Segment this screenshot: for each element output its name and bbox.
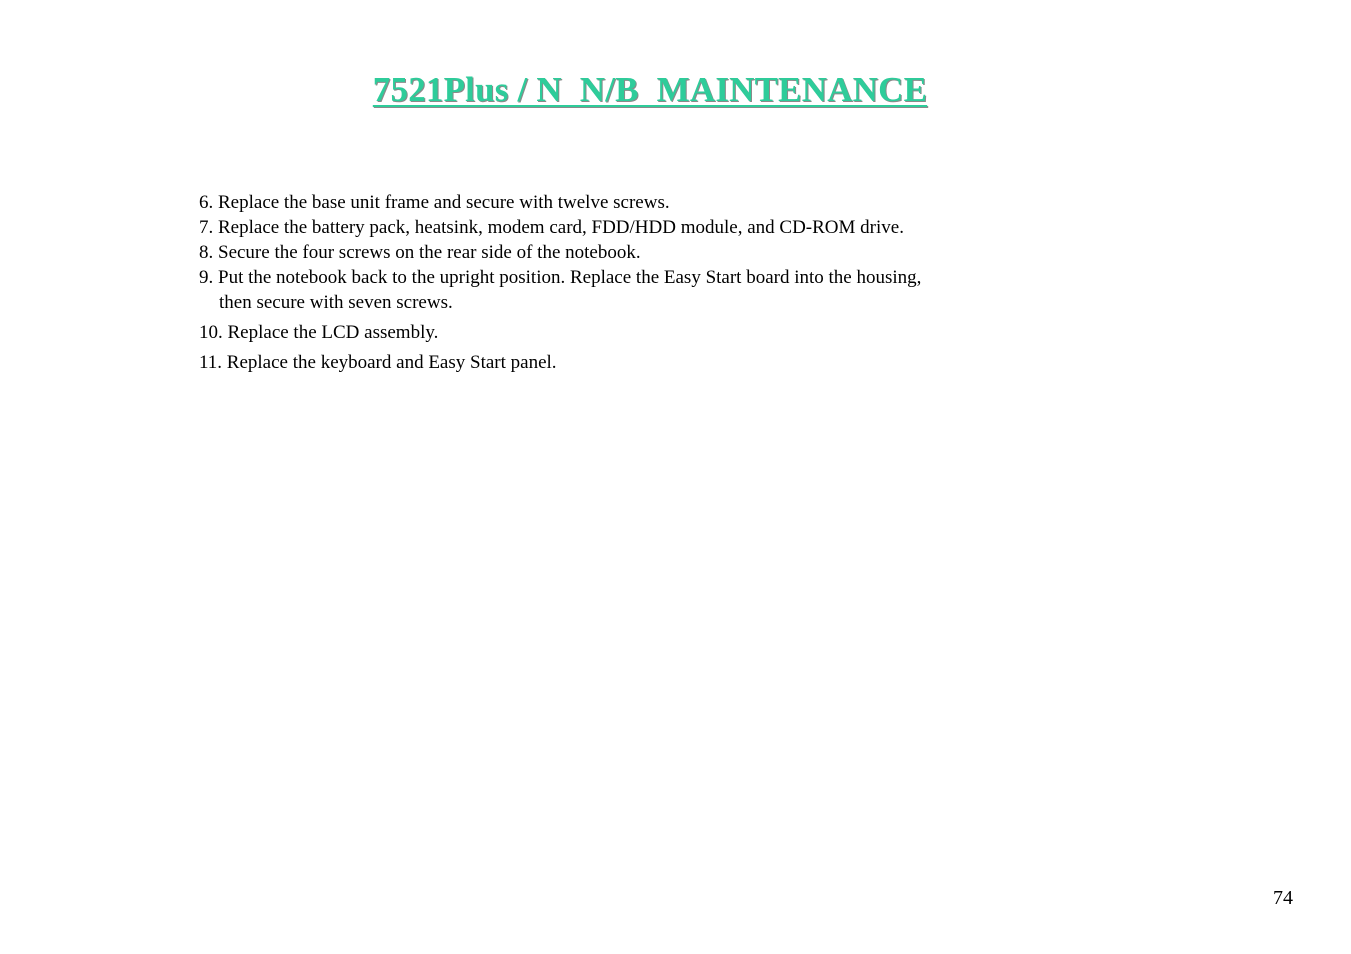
step-11: 11. Replace the keyboard and Easy Start panel. — [199, 352, 557, 373]
page-title: 7521Plus / N N/B MAINTENANCE — [372, 70, 928, 109]
step-9-continuation: then secure with seven screws. — [219, 292, 453, 313]
step-10: 10. Replace the LCD assembly. — [199, 322, 439, 343]
page-number: 74 — [1273, 887, 1293, 909]
step-7: 7. Replace the battery pack, heatsink, modem card, FDD/HDD module, and CD-ROM drive. — [199, 217, 904, 238]
step-6: 6. Replace the base unit frame and secure with twelve screws. — [199, 192, 670, 213]
instruction-list — [199, 190, 1099, 375]
step-9-text: 9. Put the notebook back to the upright position. Replace the Easy Start board into the housing, — [199, 267, 922, 288]
step-8: 8. Secure the four screws on the rear side of the notebook. — [199, 242, 641, 263]
step-9 — [199, 265, 1099, 315]
